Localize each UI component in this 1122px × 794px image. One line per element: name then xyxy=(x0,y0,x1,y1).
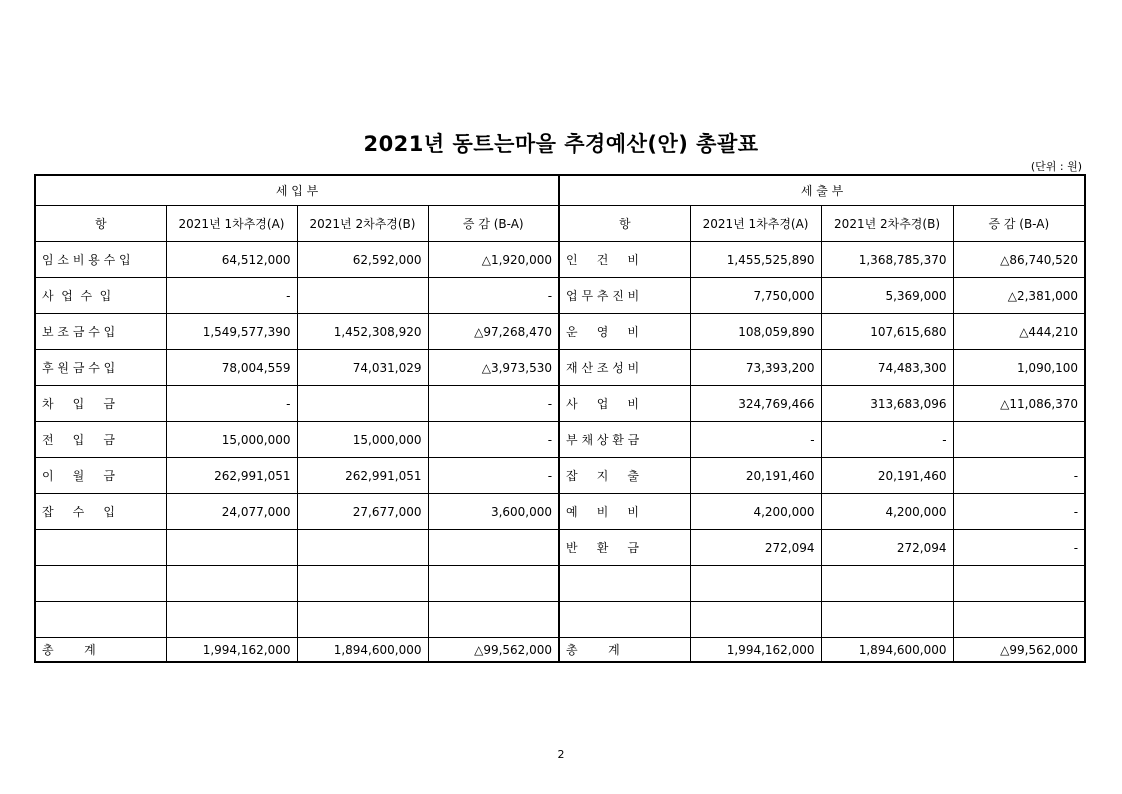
table-row xyxy=(35,314,1085,350)
expenditure-item: 인 건 비 xyxy=(559,242,690,278)
revenue-change: △3,973,530 xyxy=(428,350,559,386)
revenue-second-revision: 62,592,000 xyxy=(297,242,428,278)
expenditure-first-revision: 7,750,000 xyxy=(690,278,821,314)
expenditure-change: - xyxy=(953,458,1085,494)
expenditure-second-revision: 4,200,000 xyxy=(821,494,953,530)
revenue-second-revision xyxy=(297,602,428,638)
revenue-item: 후 원 금 수 입 xyxy=(35,350,166,386)
revenue-first-revision: 15,000,000 xyxy=(166,422,297,458)
col-header-change: 증 감 (B-A) xyxy=(953,206,1085,242)
expenditure-first-revision: 108,059,890 xyxy=(690,314,821,350)
expenditure-first-revision: 1,455,525,890 xyxy=(690,242,821,278)
table-row xyxy=(35,422,1085,458)
expenditure-first-revision: 324,769,466 xyxy=(690,386,821,422)
revenue-first-revision: - xyxy=(166,278,297,314)
table-row xyxy=(35,242,1085,278)
table-row xyxy=(35,566,1085,602)
revenue-first-revision: 78,004,559 xyxy=(166,350,297,386)
page-number: 2 xyxy=(557,748,565,761)
expenditure-change: △444,210 xyxy=(953,314,1085,350)
revenue-item: 전 입 금 xyxy=(35,422,166,458)
col-header-second-revision: 2021년 2차추경(B) xyxy=(821,206,953,242)
revenue-change: △97,268,470 xyxy=(428,314,559,350)
revenue-total-change: △99,562,000 xyxy=(428,638,559,663)
expenditure-change xyxy=(953,566,1085,602)
revenue-second-revision xyxy=(297,566,428,602)
expenditure-total-second-revision: 1,894,600,000 xyxy=(821,638,953,663)
revenue-second-revision xyxy=(297,386,428,422)
expenditure-item xyxy=(559,602,690,638)
revenue-first-revision: 64,512,000 xyxy=(166,242,297,278)
table-row xyxy=(35,386,1085,422)
col-header-change: 증 감 (B-A) xyxy=(428,206,559,242)
expenditure-change: - xyxy=(953,494,1085,530)
table-row xyxy=(35,494,1085,530)
revenue-change: 3,600,000 xyxy=(428,494,559,530)
column-header-row xyxy=(35,206,1085,242)
expenditure-item: 반 환 금 xyxy=(559,530,690,566)
expenditure-first-revision: 73,393,200 xyxy=(690,350,821,386)
table-row xyxy=(35,530,1085,566)
revenue-change xyxy=(428,530,559,566)
document-title: 2021년 동트는마을 추경예산(안) 총괄표 xyxy=(363,132,759,156)
expenditure-total-label: 총 계 xyxy=(559,638,690,663)
expenditure-change: △86,740,520 xyxy=(953,242,1085,278)
revenue-change: △1,920,000 xyxy=(428,242,559,278)
revenue-change: - xyxy=(428,386,559,422)
table-row xyxy=(35,278,1085,314)
expenditure-second-revision: 272,094 xyxy=(821,530,953,566)
revenue-item: 사 업 수 입 xyxy=(35,278,166,314)
revenue-total-label: 총 계 xyxy=(35,638,166,663)
revenue-first-revision: 262,991,051 xyxy=(166,458,297,494)
expenditure-change: - xyxy=(953,530,1085,566)
expenditure-change xyxy=(953,602,1085,638)
revenue-item xyxy=(35,602,166,638)
expenditure-change: △2,381,000 xyxy=(953,278,1085,314)
revenue-second-revision: 74,031,029 xyxy=(297,350,428,386)
revenue-total-second-revision: 1,894,600,000 xyxy=(297,638,428,663)
revenue-change xyxy=(428,602,559,638)
revenue-first-revision: 24,077,000 xyxy=(166,494,297,530)
revenue-item xyxy=(35,566,166,602)
revenue-change xyxy=(428,566,559,602)
revenue-change: - xyxy=(428,458,559,494)
expenditure-second-revision: 107,615,680 xyxy=(821,314,953,350)
revenue-second-revision xyxy=(297,530,428,566)
revenue-change: - xyxy=(428,422,559,458)
revenue-item: 잡 수 입 xyxy=(35,494,166,530)
expenditure-first-revision: 20,191,460 xyxy=(690,458,821,494)
expenditure-item xyxy=(559,566,690,602)
expenditure-total-first-revision: 1,994,162,000 xyxy=(690,638,821,663)
expenditure-item: 운 영 비 xyxy=(559,314,690,350)
revenue-item xyxy=(35,530,166,566)
revenue-second-revision: 1,452,308,920 xyxy=(297,314,428,350)
revenue-first-revision xyxy=(166,530,297,566)
expenditure-change xyxy=(953,422,1085,458)
expenditure-first-revision: 4,200,000 xyxy=(690,494,821,530)
expenditure-first-revision xyxy=(690,566,821,602)
revenue-second-revision: 262,991,051 xyxy=(297,458,428,494)
col-header-first-revision: 2021년 1차추경(A) xyxy=(690,206,821,242)
revenue-first-revision: 1,549,577,390 xyxy=(166,314,297,350)
expenditure-item: 잡 지 출 xyxy=(559,458,690,494)
revenue-total-first-revision: 1,994,162,000 xyxy=(166,638,297,663)
expenditure-second-revision xyxy=(821,602,953,638)
expenditure-change: △11,086,370 xyxy=(953,386,1085,422)
expenditure-item: 재 산 조 성 비 xyxy=(559,350,690,386)
section-header-row xyxy=(35,175,1085,206)
revenue-item: 보 조 금 수 입 xyxy=(35,314,166,350)
revenue-item: 이 월 금 xyxy=(35,458,166,494)
revenue-second-revision xyxy=(297,278,428,314)
revenue-first-revision: - xyxy=(166,386,297,422)
expenditure-change: 1,090,100 xyxy=(953,350,1085,386)
expenditure-first-revision xyxy=(690,602,821,638)
expenditure-second-revision xyxy=(821,566,953,602)
revenue-section-header: 세 입 부 xyxy=(35,175,559,206)
expenditure-total-change: △99,562,000 xyxy=(953,638,1085,663)
revenue-item: 차 입 금 xyxy=(35,386,166,422)
expenditure-second-revision: 74,483,300 xyxy=(821,350,953,386)
table-row xyxy=(35,350,1085,386)
expenditure-first-revision: 272,094 xyxy=(690,530,821,566)
expenditure-second-revision: 1,368,785,370 xyxy=(821,242,953,278)
expenditure-second-revision: 313,683,096 xyxy=(821,386,953,422)
col-header-item: 항 xyxy=(35,206,166,242)
expenditure-first-revision: - xyxy=(690,422,821,458)
budget-summary-table xyxy=(34,174,1086,663)
table-row xyxy=(35,602,1085,638)
expenditure-item: 업 무 추 진 비 xyxy=(559,278,690,314)
revenue-second-revision: 27,677,000 xyxy=(297,494,428,530)
expenditure-second-revision: 20,191,460 xyxy=(821,458,953,494)
expenditure-second-revision: - xyxy=(821,422,953,458)
revenue-change: - xyxy=(428,278,559,314)
col-header-first-revision: 2021년 1차추경(A) xyxy=(166,206,297,242)
revenue-item: 임 소 비 용 수 입 xyxy=(35,242,166,278)
unit-note: (단위 : 원) xyxy=(1030,160,1082,173)
col-header-item: 항 xyxy=(559,206,690,242)
total-row xyxy=(35,638,1085,663)
expenditure-second-revision: 5,369,000 xyxy=(821,278,953,314)
revenue-first-revision xyxy=(166,602,297,638)
expenditure-item: 사 업 비 xyxy=(559,386,690,422)
expenditure-item: 예 비 비 xyxy=(559,494,690,530)
expenditure-item: 부 채 상 환 금 xyxy=(559,422,690,458)
revenue-second-revision: 15,000,000 xyxy=(297,422,428,458)
table-row xyxy=(35,458,1085,494)
revenue-first-revision xyxy=(166,566,297,602)
expenditure-section-header: 세 출 부 xyxy=(559,175,1085,206)
col-header-second-revision: 2021년 2차추경(B) xyxy=(297,206,428,242)
